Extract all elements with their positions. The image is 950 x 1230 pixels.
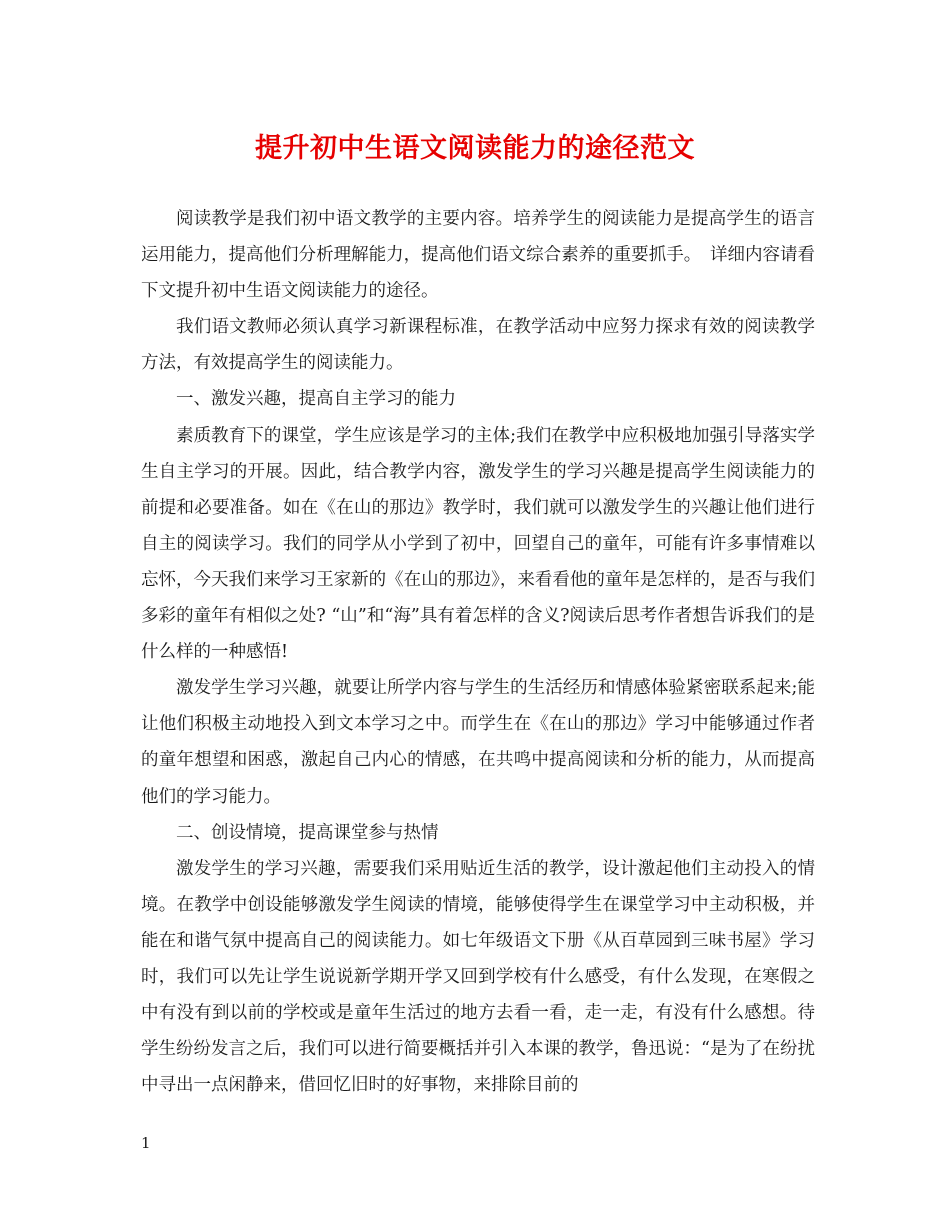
section-heading-2: 二、创设情境，提高课堂参与热情 <box>176 822 439 843</box>
body-paragraph: 激发学生的学习兴趣，需要我们采用贴近生活的教学，设计激起他们主动投入的情境。在教学中创设能够激发学生阅读的情境，能够使得学生在课堂学习中主动积极，并能在和谐气氛中提高自己的阅读能力。如七年级语文下册《从百草园到三味书屋》学习时，我们可以先让学生说说新学期开学又回到学校有什么感受，有什么发现，在寒假之中有没有到以前的学校或是童年生活过的地方去看一看，走一走，有没有什么感想。待学生纷纷发言之后，我们可以进行简要概括并引入本课的教学，鲁迅说：“是为了在纷扰中寻出一点闲静来，借回忆旧时的好事物，来排除目前的 <box>141 858 815 1096</box>
document-title: 提升初中生语文阅读能力的途径范文 <box>255 133 695 164</box>
body-paragraph: 素质教育下的课堂，学生应该是学习的主体;我们在教学中应积极地加强引导落实学生自主学习的开展。因此，结合教学内容，激发学生的学习兴趣是提高学生阅读能力的前提和必要准备。如在《在山的那边》教学时，我们就可以激发学生的兴趣让他们进行自主的阅读学习。我们的同学从小学到了初中，回望自己的童年，可能有许多事情难以忘怀，今天我们来学习王家新的《在山的那边》，来看看他的童年是怎样的，是否与我们多彩的童年有相似之处? “山”和“海”具有着怎样的含义?阅读后思考作者想告诉我们的是什么样的一种感悟! <box>141 425 815 663</box>
page-number: 1 <box>141 1134 151 1152</box>
body-paragraph: 激发学生学习兴趣，就要让所学内容与学生的生活经历和情感体验紧密联系起来;能让他们积极主动地投入到文本学习之中。而学生在《在山的那边》学习中能够通过作者的童年想望和困惑，激起自己内心的情感，在共鸣中提高阅读和分析的能力，从而提高他们的学习能力。 <box>141 678 815 807</box>
section-heading-1: 一、激发兴趣，提高自主学习的能力 <box>176 389 456 410</box>
intro-paragraph: 阅读教学是我们初中语文教学的主要内容。培养学生的阅读能力是提高学生的语言运用能力，提高他们分析理解能力，提高他们语文综合素养的重要抓手。 详细内容请看下文提升初中生语文阅读能力的途径。 <box>141 209 815 302</box>
body-paragraph: 我们语文教师必须认真学习新课程标准，在教学活动中应努力探求有效的阅读教学方法，有效提高学生的阅读能力。 <box>141 317 815 374</box>
document-body <box>141 201 815 1103</box>
